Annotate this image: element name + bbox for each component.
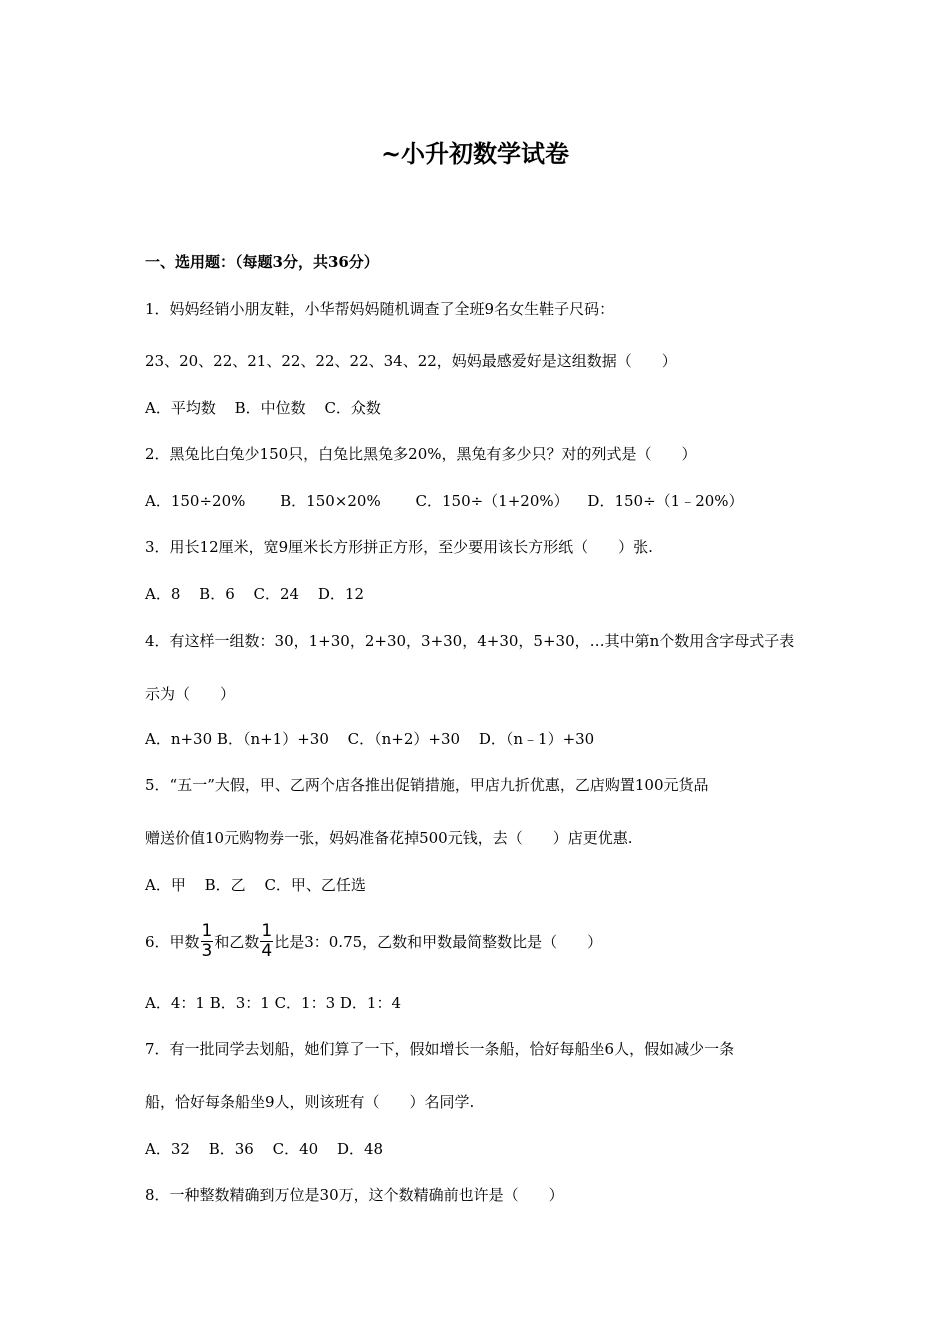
option-a: A．32 bbox=[145, 1140, 190, 1158]
option-a: A．甲 bbox=[145, 876, 186, 894]
fraction-one-quarter bbox=[260, 920, 273, 961]
question-5-options bbox=[145, 875, 380, 895]
option-c: C．150÷（1+20%） bbox=[415, 492, 569, 510]
option-b: B．150×20% bbox=[280, 492, 381, 510]
option-a-b: A．n+30 B．（n+1）+30 bbox=[145, 730, 329, 748]
fraction-denominator: 4 bbox=[261, 940, 273, 961]
question-7-options bbox=[145, 1139, 397, 1159]
option-c: C．众数 bbox=[324, 399, 381, 417]
option-c: C．24 bbox=[253, 585, 300, 603]
question-4-text: 4．有这样一组数：30，1+30，2+30，3+30，4+30，5+30，…其中第n个数用含字母式子表 bbox=[145, 632, 795, 650]
question-6-prefix: 6．甲数 bbox=[145, 933, 200, 951]
question-5-text-continued: 赠送价值10元购物券一张，妈妈准备花掉500元钱，去（ ）店更优惠. bbox=[145, 829, 633, 847]
question-7-text: 7．有一批同学去划船，她们算了一下，假如增长一条船，恰好每船坐6人，假如减少一条 bbox=[145, 1040, 735, 1058]
question-2-options bbox=[145, 491, 758, 511]
option-d: D．（n﹣1）+30 bbox=[478, 730, 595, 748]
section-heading: 一、选用题：（每题3分，共36分） bbox=[145, 253, 379, 271]
question-8-text: 8．一种整数精确到万位是30万，这个数精确前也许是（ ） bbox=[145, 1186, 564, 1204]
option-a-b-c-d: A．4：1 B．3：1 C．1：3 D．1：4 bbox=[145, 994, 402, 1012]
option-b: B．36 bbox=[208, 1140, 254, 1158]
question-4-options bbox=[145, 729, 608, 749]
fraction-numerator: 1 bbox=[261, 920, 273, 941]
fraction-denominator: 3 bbox=[201, 940, 213, 961]
question-6-middle: 和乙数 bbox=[214, 933, 260, 951]
option-d: D．150÷（1﹣20%） bbox=[587, 492, 744, 510]
option-d: D．12 bbox=[317, 585, 365, 603]
option-b: B．中位数 bbox=[234, 399, 306, 417]
question-6-options bbox=[145, 993, 415, 1013]
question-3-text: 3．用长12厘米，宽9厘米长方形拼正方形，至少要用该长方形纸（ ）张. bbox=[145, 538, 653, 556]
fraction-one-third bbox=[201, 920, 214, 961]
option-b: B．乙 bbox=[204, 876, 246, 894]
option-c: C．甲、乙任选 bbox=[264, 876, 366, 894]
option-a: A．8 bbox=[145, 585, 181, 603]
question-1-options bbox=[145, 398, 395, 418]
question-6-text bbox=[145, 922, 602, 962]
option-c: C．（n+2）+30 bbox=[347, 730, 461, 748]
question-1-text-continued: 23、20、22、21、22、22、22、34、22，妈妈最感爱好是这组数据（ ） bbox=[145, 352, 677, 370]
question-7-text-continued: 船，恰好每条船坐9人，则该班有（ ）名同学. bbox=[145, 1093, 475, 1111]
option-b: B．6 bbox=[199, 585, 235, 603]
fraction-numerator: 1 bbox=[201, 920, 213, 941]
question-2-text: 2．黑兔比白兔少150只，白兔比黑兔多20%，黑兔有多少只？对的列式是（ ） bbox=[145, 445, 697, 463]
option-a: A．平均数 bbox=[145, 399, 216, 417]
document-title: ~小升初数学试卷 bbox=[380, 139, 570, 168]
question-4-text-continued: 示为（ ） bbox=[145, 685, 236, 703]
question-1-text: 1．妈妈经销小朋友鞋，小华帮妈妈随机调查了全班9名女生鞋子尺码： bbox=[145, 300, 615, 318]
question-5-text: 5．“五一”大假，甲、乙两个店各推出促销措施，甲店九折优惠，乙店购置100元货品 bbox=[145, 776, 709, 794]
option-a: A．150÷20% bbox=[145, 492, 246, 510]
option-c: C．40 bbox=[272, 1140, 319, 1158]
question-3-options bbox=[145, 584, 378, 604]
option-d: D．48 bbox=[336, 1140, 384, 1158]
question-6-suffix: 比是3：0.75，乙数和甲数最简整数比是（ ） bbox=[274, 933, 603, 951]
